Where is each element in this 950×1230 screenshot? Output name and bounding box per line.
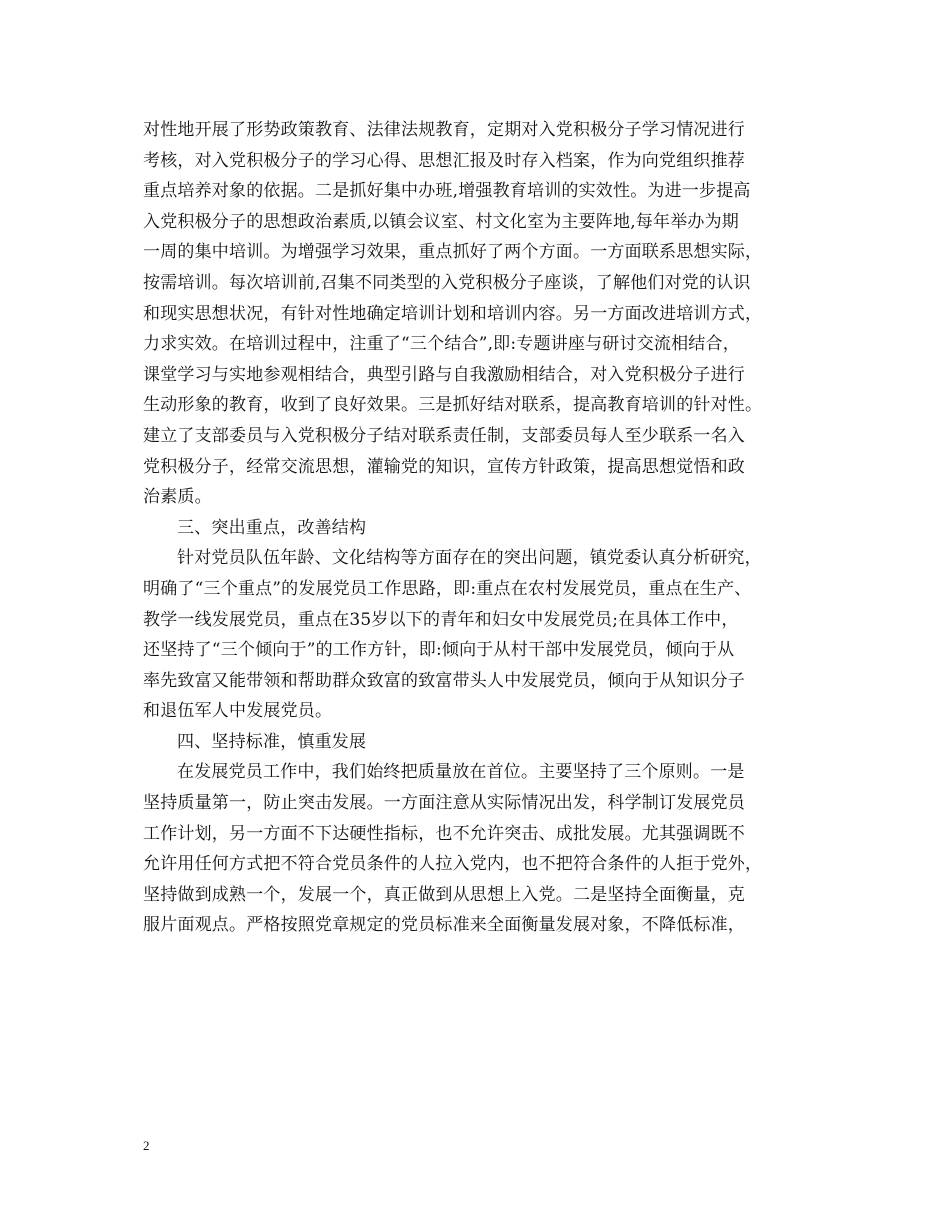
text-line: 还坚持了“三个倾向于”的工作方针，即:倾向于从村干部中发展党员，倾向于从 [143, 640, 735, 661]
text-line: 党积极分子，经常交流思想，灌输党的知识，宣传方针政策，提高思想觉悟和政 [143, 456, 745, 477]
text-line: 和退伍军人中发展党员。 [143, 701, 333, 722]
text-line: 率先致富又能带领和帮助群众致富的致富带头人中发展党员，倾向于从知识分子 [143, 670, 745, 691]
page-number: 2 [143, 1138, 150, 1153]
text-line: 入党积极分子的思想政治素质,以镇会议室、村文化室为主要阵地,每年举办为期 [143, 211, 740, 232]
text-line: 考核，对入党积极分子的学习心得、思想汇报及时存入档案，作为向党组织推荐 [143, 150, 745, 171]
text-line: 重点培养对象的依据。二是抓好集中办班,增强教育培训的实效性。为进一步提高 [143, 181, 751, 202]
text-line: 明确了“三个重点”的发展党员工作思路，即:重点在农村发展党员，重点在生产、 [143, 578, 752, 599]
text-line: 坚持质量第一，防止突击发展。一方面注意从实际情况出发，科学制订发展党员 [143, 793, 745, 814]
text-line: 针对党员队伍年龄、文化结构等方面存在的突出问题，镇党委认真分析研究， [177, 548, 762, 569]
text-line: 在发展党员工作中，我们始终把质量放在首位。主要坚持了三个原则。一是 [177, 762, 745, 783]
text-line: 工作计划，另一方面不下达硬性指标，也不允许突击、成批发展。尤其强调既不 [143, 823, 745, 844]
text-line: 按需培训。每次培训前,召集不同类型的入党积极分子座谈，了解他们对党的认识 [143, 272, 751, 293]
section-heading: 三、突出重点，改善结构 [177, 517, 367, 538]
text-line: 对性地开展了形势政策教育、法律法规教育，定期对入党积极分子学习情况进行 [143, 120, 745, 140]
text-line: 坚持做到成熟一个，发展一个，真正做到从思想上入党。二是坚持全面衡量，克 [143, 884, 745, 905]
text-line: 和现实思想状况，有针对性地确定培训计划和培训内容。另一方面改进培训方式， [143, 303, 763, 324]
text-line: 允许用任何方式把不符合党员条件的人拉入党内，也不把符合条件的人拒于党外， [143, 854, 763, 875]
text-line: 力求实效。在培训过程中，注重了“三个结合”,即:专题讲座与研讨交流相结合， [143, 334, 740, 355]
text-line: 建立了支部委员与入党积极分子结对联系责任制，支部委员每人至少联系一名入 [143, 425, 745, 446]
text-line: 服片面观点。严格按照党章规定的党员标准来全面衡量发展对象，不降低标准， [143, 915, 745, 936]
text-line: 一周的集中培训。为增强学习效果，重点抓好了两个方面。一方面联系思想实际， [143, 242, 763, 263]
text-line: 生动形象的教育，收到了良好效果。三是抓好结对联系，提高教育培训的针对性。 [143, 395, 763, 416]
text-line: 治素质。 [143, 487, 212, 508]
section-heading: 四、坚持标准，慎重发展 [177, 731, 367, 752]
text-line: 课堂学习与实地参观相结合，典型引路与自我激励相结合，对入党积极分子进行 [143, 364, 745, 385]
text-line: 教学一线发展党员，重点在35岁以下的青年和妇女中发展党员;在具体工作中， [143, 609, 739, 630]
body-text [143, 115, 825, 941]
